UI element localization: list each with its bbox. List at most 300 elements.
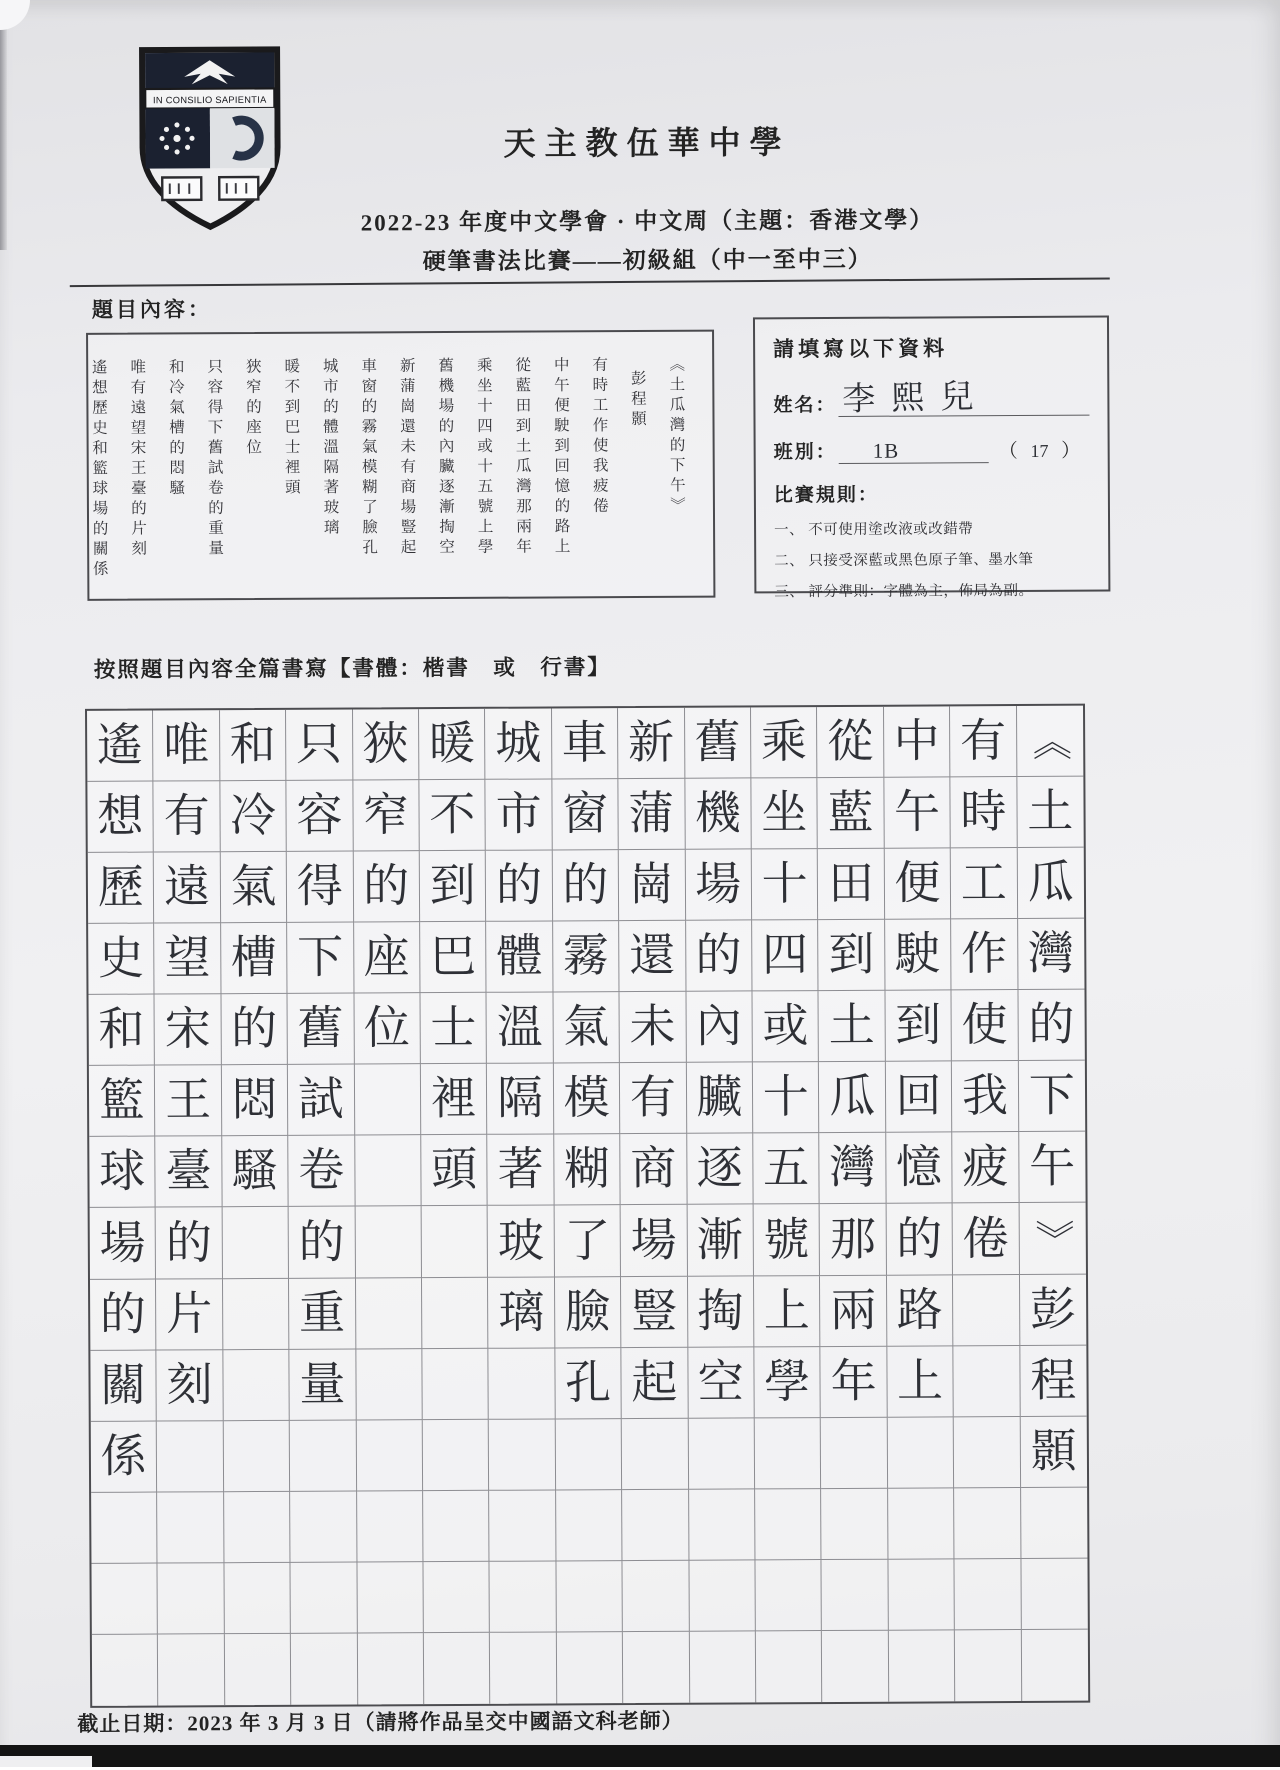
grid-cell: [353, 709, 420, 780]
grid-cell: [287, 781, 354, 852]
grid-cell: [822, 1560, 889, 1631]
grid-character: 臺: [165, 1145, 212, 1197]
grid-cell: [886, 1062, 953, 1133]
grid-cell: [821, 1488, 888, 1559]
grid-character: 十: [761, 858, 808, 910]
crest-motto-text: IN CONSILIO SAPIENTIA: [153, 94, 267, 106]
grid-character: 的: [896, 1212, 943, 1265]
grid-cell: [954, 1346, 1021, 1417]
grid-character: 冷: [229, 790, 277, 842]
grid-character: 片: [166, 1287, 213, 1340]
grid-cell: [884, 777, 951, 848]
grid-character: 容: [296, 789, 343, 841]
grid-character: 瓜: [829, 1071, 876, 1123]
grid-character: 五: [762, 1142, 810, 1194]
grid-cell: [91, 1421, 158, 1492]
grid-cell: [755, 1560, 822, 1631]
grid-character: 的: [165, 1216, 213, 1269]
grid-character: 刻: [166, 1358, 213, 1411]
grid-cell: [156, 1137, 223, 1208]
grid-cell: [554, 1135, 621, 1206]
paren-close: ）: [1061, 440, 1081, 462]
grid-cell: [1021, 1487, 1088, 1558]
grid-cell: [419, 780, 486, 851]
grid-character: 巴: [429, 931, 477, 983]
grid-cell: [488, 1277, 555, 1348]
grid-character: 田: [827, 857, 875, 910]
grid-character: 到: [828, 929, 875, 981]
grid-cell: [556, 1490, 623, 1561]
grid-character: 臟: [696, 1071, 743, 1124]
topic-line: 只容得下舊試卷的重量: [205, 358, 224, 560]
grid-cell: [88, 853, 155, 924]
grid-cell: [556, 1419, 623, 1490]
grid-character: 漸: [696, 1213, 744, 1266]
grid-character: 窄: [362, 789, 409, 841]
grid-cell: [688, 1347, 755, 1418]
rule-item: 二、 只接受深藍或黑色原子筆、墨水筆: [774, 552, 1034, 570]
grid-cell: [224, 1563, 291, 1634]
grid-cell: [1021, 1630, 1088, 1701]
grid-character: 座: [363, 931, 410, 983]
grid-character: 場: [630, 1214, 677, 1266]
grid-cell: [288, 1136, 355, 1207]
grid-cell: [885, 920, 952, 991]
grid-cell: [886, 1133, 953, 1204]
grid-character: 試: [297, 1073, 345, 1126]
grid-character: 的: [363, 860, 410, 912]
topic-box: [86, 330, 715, 601]
grid-character: 那: [829, 1213, 877, 1265]
class-label: 班別：: [773, 441, 837, 464]
grid-cell: [156, 1279, 223, 1350]
grid-character: 的: [231, 1003, 278, 1055]
grid-cell: [354, 1064, 421, 1135]
grid-cell: [818, 849, 885, 920]
grid-cell: [1017, 777, 1084, 848]
grid-cell: [889, 1630, 956, 1701]
grid-cell: [154, 781, 221, 852]
grid-character: 氣: [230, 861, 277, 913]
grid-character: 有: [959, 715, 1007, 767]
grid-cell: [423, 1562, 490, 1633]
grid-character: 新: [627, 716, 675, 769]
grid-cell: [688, 1418, 755, 1489]
grid-cell: [356, 1278, 423, 1349]
grid-cell: [622, 1490, 689, 1561]
grid-cell: [751, 778, 818, 849]
grid-cell: [89, 1137, 156, 1208]
poem-title: 《土瓜灣的下午》: [667, 355, 686, 518]
grid-cell: [221, 923, 288, 994]
grid-character: 崗: [628, 858, 675, 911]
grid-cell: [686, 1063, 753, 1134]
grid-cell: [487, 922, 554, 993]
grid-character: 頭: [430, 1144, 478, 1196]
grid-character: 遠: [163, 861, 211, 913]
motto-tag-left: [162, 177, 201, 200]
grid-character: 場: [695, 858, 742, 910]
grid-cell: [554, 1206, 621, 1277]
grid-character: 程: [1030, 1354, 1077, 1406]
grid-character: 工: [960, 857, 1007, 909]
grid-character: 回: [895, 1070, 942, 1123]
topic-line: 新蒲崗還未有商場豎起: [397, 357, 416, 559]
grid-cell: [623, 1561, 690, 1632]
grid-character: 關: [100, 1359, 147, 1411]
grid-cell: [557, 1632, 624, 1703]
grid-punctuation: 《: [1028, 721, 1073, 761]
header-divider: [70, 277, 1110, 287]
rule-item: 三、 評分準則：字體為主，佈局為副。: [774, 583, 1034, 601]
grid-cell: [753, 1062, 820, 1133]
topic-line: 狹窄的座位: [243, 357, 262, 459]
grid-cell: [552, 708, 619, 779]
grid-character: 裡: [430, 1073, 477, 1125]
topic-line: 乘坐十四或十五號上學: [474, 356, 493, 559]
grid-cell: [951, 919, 1018, 990]
grid-cell: [623, 1632, 690, 1703]
deadline-note: 截止日期：2023 年 3 月 3 日（請將作品呈交中國語文科老師）: [77, 1708, 684, 1736]
grid-cell: [287, 923, 354, 994]
grid-character: 藍: [827, 786, 874, 839]
grid-character: 係: [100, 1430, 147, 1482]
grid-cell: [1020, 1416, 1087, 1487]
grid-character: 上: [896, 1355, 944, 1407]
grid-cell: [157, 1492, 224, 1563]
grid-cell: [817, 707, 884, 778]
grid-character: 王: [165, 1074, 212, 1126]
grid-character: 灣: [829, 1142, 876, 1194]
grid-character: 作: [961, 928, 1008, 980]
grid-cell: [622, 1347, 689, 1418]
grid-cell: [89, 1066, 156, 1137]
grid-cell: [754, 1205, 821, 1276]
grid-character: 未: [629, 1001, 676, 1053]
grid-cell: [1017, 848, 1084, 919]
topic-line: 遙想歷史和籃球場的關係: [89, 358, 108, 581]
grid-cell: [157, 1350, 224, 1421]
grid-character: 只: [295, 718, 343, 770]
grid-cell: [356, 1349, 423, 1420]
grid-cell: [222, 1136, 289, 1207]
grid-character: 舊: [694, 716, 741, 768]
grid-character: 和: [229, 718, 276, 771]
grid-cell: [422, 1206, 489, 1277]
grid-cell: [887, 1346, 954, 1417]
grid-character: 午: [893, 786, 941, 838]
paren-open: （: [998, 441, 1018, 463]
grid-cell: [885, 849, 952, 920]
grid-cell: [489, 1490, 556, 1561]
grid-cell: [420, 993, 487, 1064]
grid-cell: [490, 1632, 557, 1703]
grid-cell: [955, 1559, 1022, 1630]
grid-character: 望: [164, 932, 211, 984]
grid-cell: [888, 1417, 955, 1488]
grid-cell: [488, 1135, 555, 1206]
grid-cell: [687, 1134, 754, 1205]
grid-cell: [818, 778, 885, 849]
class-number-parens: [999, 436, 1081, 463]
grid-character: 狹: [362, 718, 409, 770]
grid-character: 的: [695, 929, 742, 981]
grid-cell: [753, 1133, 820, 1204]
grid-character: 土: [828, 1000, 875, 1052]
grid-cell: [225, 1634, 292, 1705]
grid-character: 得: [296, 860, 343, 912]
grid-character: 從: [827, 715, 874, 768]
grid-cell: [620, 1063, 687, 1134]
grid-character: 便: [894, 857, 941, 909]
grid-cell: [290, 1420, 357, 1491]
grid-cell: [223, 1278, 290, 1349]
grid-character: 槽: [230, 932, 277, 984]
grid-character: 駛: [894, 928, 941, 980]
grid-cell: [486, 780, 553, 851]
grid-cell: [953, 1204, 1020, 1275]
grid-cell: [356, 1420, 423, 1491]
grid-character: 有: [163, 790, 210, 842]
grid-character: 重: [298, 1287, 346, 1339]
grid-cell: [87, 711, 154, 782]
grid-cell: [289, 1278, 356, 1349]
grid-cell: [821, 1346, 888, 1417]
grid-character: 著: [497, 1143, 544, 1196]
grid-cell: [819, 920, 886, 991]
grid-punctuation: 》: [1031, 1218, 1075, 1259]
grid-cell: [952, 990, 1019, 1061]
grid-cell: [220, 781, 287, 852]
topic-line: 中午便駛到回憶的路上: [551, 356, 570, 558]
grid-character: 的: [298, 1216, 345, 1268]
grid-character: 十: [762, 1071, 809, 1123]
grid-cell: [619, 850, 686, 921]
grid-character: 籃: [98, 1074, 145, 1127]
grid-cell: [685, 850, 752, 921]
class-number-handwritten: 17: [1030, 440, 1049, 461]
grid-cell: [89, 995, 156, 1066]
grid-cell: [353, 851, 420, 922]
grid-character: 時: [960, 786, 1007, 838]
grid-cell: [224, 1492, 291, 1563]
name-label: 姓名：: [773, 394, 837, 417]
grid-character: 暖: [428, 717, 476, 770]
grid-character: 溫: [496, 1001, 543, 1054]
grid-character: 的: [495, 859, 543, 911]
grid-cell: [888, 1559, 955, 1630]
grid-cell: [954, 1488, 1021, 1559]
grid-cell: [1018, 1061, 1085, 1132]
grid-cell: [489, 1348, 556, 1419]
grid-character: 使: [961, 999, 1008, 1051]
grid-cell: [820, 1275, 887, 1346]
grid-cell: [553, 850, 620, 921]
grid-character: 坐: [761, 787, 808, 839]
grid-cell: [820, 1133, 887, 1204]
grid-cell: [689, 1631, 756, 1702]
topic-line: 車窗的霧氣模糊了臉孔: [359, 357, 378, 559]
grid-character: 到: [895, 999, 942, 1051]
grid-cell: [686, 992, 753, 1063]
grid-cell: [354, 993, 421, 1064]
grid-cell: [754, 1276, 821, 1347]
grid-cell: [752, 920, 819, 991]
grid-character: 遙: [96, 719, 144, 771]
grid-cell: [155, 994, 222, 1065]
grid-character: 隔: [497, 1072, 544, 1125]
motto-tag-right: [219, 177, 258, 200]
grid-cell: [354, 922, 421, 993]
grid-cell: [556, 1561, 623, 1632]
grid-cell: [553, 921, 620, 992]
poem-author: 彭程顥: [628, 369, 647, 431]
grid-character: 有: [629, 1072, 677, 1124]
grid-cell: [88, 924, 155, 995]
grid-character: 城: [495, 717, 542, 769]
grid-cell: [422, 1348, 489, 1419]
grid-cell: [619, 779, 686, 850]
grid-character: 灣: [1027, 927, 1075, 980]
grid-cell: [90, 1350, 157, 1421]
grid-cell: [221, 852, 288, 923]
grid-cell: [154, 852, 221, 923]
grid-character: 球: [98, 1146, 146, 1198]
grid-cell: [755, 1489, 822, 1560]
grid-cell: [555, 1277, 622, 1348]
grid-cell: [357, 1562, 424, 1633]
grid-character: 卷: [298, 1145, 345, 1197]
grid-cell: [822, 1631, 889, 1702]
topic-line: 唯有遠望宋王臺的片刻: [128, 358, 147, 561]
grid-character: 商: [630, 1143, 677, 1195]
grid-cell: [887, 1275, 954, 1346]
grid-cell: [87, 782, 154, 853]
grid-cell: [290, 1491, 357, 1562]
grid-character: 的: [562, 859, 609, 911]
grid-cell: [621, 1205, 688, 1276]
grid-cell: [752, 849, 819, 920]
grid-cell: [754, 1347, 821, 1418]
topic-line: 城市的體溫隔著玻璃: [320, 357, 339, 540]
grid-cell: [819, 1062, 886, 1133]
grid-character: 豎: [630, 1285, 678, 1337]
grid-cell: [886, 1204, 953, 1275]
name-handwritten-value: 李熙兒: [842, 378, 990, 419]
grid-cell: [423, 1491, 490, 1562]
grid-cell: [685, 778, 752, 849]
grid-character: 下: [297, 931, 344, 984]
topic-line: 舊機場的內臟逐漸掏空: [436, 356, 455, 559]
grid-cell: [221, 994, 288, 1065]
grid-cell: [158, 1634, 225, 1705]
grid-character: 騷: [231, 1145, 279, 1197]
grid-cell: [751, 707, 818, 778]
grid-cell: [420, 851, 487, 922]
grid-character: 孔: [564, 1356, 612, 1409]
grid-cell: [952, 1061, 1019, 1132]
grid-cell: [423, 1420, 490, 1491]
grid-character: 四: [761, 929, 809, 981]
grid-character: 歷: [97, 861, 144, 914]
grid-cell: [619, 921, 686, 992]
grid-character: 車: [561, 717, 608, 769]
grid-character: 內: [695, 1000, 743, 1053]
grid-character: 蒲: [628, 787, 675, 840]
grid-cell: [487, 1064, 554, 1135]
rule-item: 一、 不可使用塗改液或改錯帶: [774, 521, 974, 539]
name-field[interactable]: [838, 378, 1089, 419]
writing-grid: [85, 704, 1090, 1708]
grid-cell: [355, 1207, 422, 1278]
grid-cell: [288, 1065, 355, 1136]
grid-character: 顥: [1030, 1425, 1077, 1477]
grid-character: 逐: [696, 1142, 743, 1195]
grid-character: 的: [1028, 999, 1075, 1051]
grid-cell: [752, 991, 819, 1062]
grid-cell: [357, 1633, 424, 1704]
grid-cell: [92, 1634, 159, 1705]
grid-character: 到: [429, 860, 476, 912]
class-handwritten-value: 1B: [872, 438, 900, 463]
grid-character: 士: [430, 1002, 477, 1054]
topic-line: 和冷氣槽的悶騷: [166, 358, 185, 500]
grid-cell: [951, 777, 1018, 848]
rules-heading: 比賽規則：: [773, 484, 879, 507]
writing-instruction: 按照題目內容全篇書寫【書體：楷書 或 行書】: [93, 655, 611, 682]
grid-character: 倦: [962, 1212, 1009, 1264]
grid-character: 宋: [164, 1003, 211, 1055]
grid-character: 年: [830, 1355, 877, 1407]
topic-poem: [88, 332, 713, 599]
competition-title: 硬筆書法比賽——初級組（中一至中三）: [422, 246, 873, 275]
scan-edge-artifact: [0, 0, 7, 250]
grid-character: 掏: [697, 1285, 744, 1337]
rules-list: [774, 514, 1090, 609]
grid-character: 學: [764, 1355, 811, 1408]
grid-character: 瓜: [1027, 856, 1074, 909]
grid-cell: [819, 991, 886, 1062]
grid-character: 兩: [830, 1284, 877, 1336]
class-field[interactable]: [839, 439, 989, 464]
grid-cell: [421, 1135, 488, 1206]
grid-character: 悶: [231, 1074, 278, 1126]
grid-cell: [1021, 1559, 1088, 1630]
grid-cell: [689, 1560, 756, 1631]
grid-cell: [419, 709, 486, 780]
grid-cell: [1019, 1132, 1086, 1203]
grid-cell: [888, 1488, 955, 1559]
grid-cell: [952, 1132, 1019, 1203]
grid-cell: [290, 1349, 357, 1420]
grid-cell: [487, 993, 554, 1064]
grid-cell: [287, 852, 354, 923]
grid-cell: [357, 1491, 424, 1562]
grid-cell: [1017, 706, 1084, 777]
grid-character: 乘: [760, 716, 808, 768]
grid-cell: [621, 1276, 688, 1347]
grid-cell: [488, 1206, 555, 1277]
grid-character: 璃: [498, 1286, 545, 1338]
grid-cell: [554, 1063, 621, 1134]
grid-character: 模: [563, 1072, 610, 1124]
school-name: 天主教伍華中學: [503, 124, 791, 162]
grid-cell: [158, 1563, 225, 1634]
grid-cell: [422, 1277, 489, 1348]
grid-character: 臉: [564, 1285, 611, 1337]
grid-character: 空: [697, 1356, 744, 1408]
grid-character: 號: [763, 1213, 810, 1265]
